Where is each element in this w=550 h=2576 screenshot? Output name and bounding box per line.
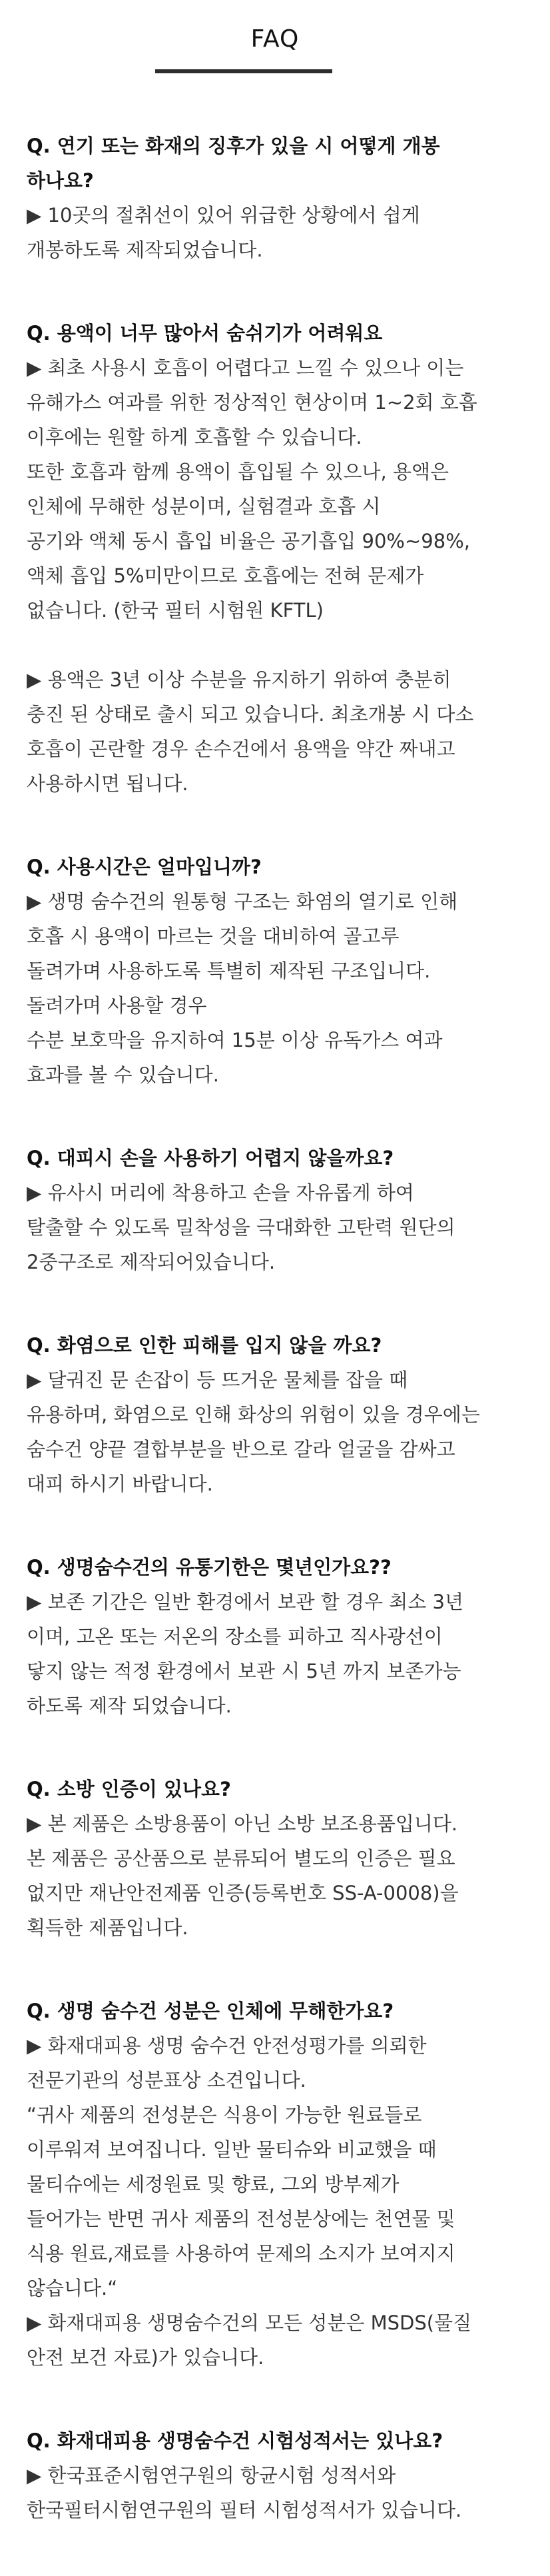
faq-item — [27, 2423, 533, 2527]
faq-item — [27, 1141, 533, 1279]
faq-answer-line: 물티슈에는 세정원료 및 향료, 그외 방부제가 — [27, 2173, 400, 2196]
faq-answer-line: ▶ 달궈진 문 손잡이 등 뜨거운 물체를 잡을 때 — [27, 1369, 408, 1391]
faq-answer-line: 수분 보호막을 유지하여 15분 이상 유독가스 여과 — [27, 1029, 443, 1051]
faq-item — [27, 1550, 533, 1723]
faq-question: Q. 연기 또는 화재의 징후가 있을 시 어떻게 개봉 — [27, 135, 440, 157]
faq-answer-line: 숨수건 양끝 결합부분을 반으로 갈라 얼굴을 감싸고 — [27, 1438, 455, 1461]
faq-answer-line: 식용 원료,재료를 사용하여 문제의 소지가 보여지지 — [27, 2242, 455, 2265]
faq-answer-line: 이며, 고온 또는 저온의 장소를 피하고 직사광선이 — [27, 1625, 443, 1648]
faq-answer-line: 들어가는 반면 귀사 제품의 전성분상에는 천연물 및 — [27, 2208, 455, 2230]
page-title: FAQ — [250, 25, 300, 53]
faq-answer-line: 사용하시면 됩니다. — [27, 772, 188, 795]
faq-list — [27, 129, 533, 2576]
faq-answer-line: 없습니다. (한국 필터 시험원 KFTL) — [27, 599, 324, 622]
title-underline — [155, 69, 332, 73]
paragraph-gap — [27, 628, 533, 662]
faq-item — [27, 129, 533, 267]
faq-question: Q. 대피시 손을 사용하기 어렵지 않을까요? — [27, 1147, 394, 1169]
faq-answer-line: 액체 흡입 5%미만이므로 호흡에는 전혀 문제가 — [27, 564, 424, 587]
faq-answer-line: ▶ 본 제품은 소방용품이 아닌 소방 보조용품입니다. — [27, 1812, 458, 1835]
faq-question: Q. 용액이 너무 많아서 숨쉬기가 어려워요 — [27, 322, 383, 344]
faq-answer-line: 한국필터시험연구원의 필터 시험성적서가 있습니다. — [27, 2499, 462, 2521]
faq-answer-line: ▶ 최초 사용시 호흡이 어렵다고 느낄 수 있으나 이는 — [27, 356, 464, 379]
faq-answer-line: 호흡이 곤란할 경우 손수건에서 용액을 약간 짜내고 — [27, 738, 455, 760]
faq-answer-line: 하도록 제작 되었습니다. — [27, 1694, 232, 1717]
faq-answer-line: 또한 호흡과 함께 용액이 흡입될 수 있으나, 용액은 — [27, 460, 449, 483]
faq-answer-line: 전문기관의 성분표상 소견입니다. — [27, 2069, 306, 2092]
faq-answer-line: 않습니다.“ — [27, 2277, 118, 2299]
faq-answer-line: ▶ 한국표준시험연구원의 항균시험 성적서와 — [27, 2464, 396, 2487]
faq-answer-line: 인체에 무해한 성분이며, 실험결과 호흡 시 — [27, 495, 381, 518]
faq-question: Q. 사용시간은 얼마입니까? — [27, 856, 262, 878]
header — [0, 0, 550, 80]
faq-question: 하나요? — [27, 169, 94, 192]
faq-question: Q. 화염으로 인한 피해를 입지 않을 까요? — [27, 1334, 382, 1357]
faq-item — [27, 1328, 533, 1501]
faq-answer-line: 공기와 액체 동시 흡입 비율은 공기흡입 90%~98%, — [27, 530, 470, 552]
faq-item — [27, 850, 533, 1092]
faq-answer-line: 호흡 시 용액이 마르는 것을 대비하여 골고루 — [27, 925, 400, 948]
faq-answer-line: ▶ 10곳의 절취선이 있어 위급한 상황에서 쉽게 — [27, 204, 420, 227]
faq-answer-line: 닿지 않는 적정 환경에서 보관 시 5년 까지 보존가능 — [27, 1660, 461, 1682]
faq-item — [27, 316, 533, 801]
faq-answer-line: 탈출할 수 있도록 밀착성을 극대화한 고탄력 원단의 — [27, 1216, 455, 1239]
faq-question: Q. 소방 인증이 있나요? — [27, 1778, 231, 1800]
faq-answer-line: ▶ 보존 기간은 일반 환경에서 보관 할 경우 최소 3년 — [27, 1591, 463, 1613]
faq-answer-line: 이후에는 원할 하게 호흡할 수 있습니다. — [27, 426, 362, 448]
faq-answer-line: 유용하며, 화염으로 인해 화상의 위험이 있을 경우에는 — [27, 1403, 480, 1426]
faq-answer-line: ▶ 용액은 3년 이상 수분을 유지하기 위하여 충분히 — [27, 668, 451, 691]
faq-answer-line: ▶ 화재대피용 생명숨수건의 모든 성분은 MSDS(물질 — [27, 2311, 472, 2334]
faq-answer-line: 유해가스 여과를 위한 정상적인 현상이며 1~2회 호흡 — [27, 391, 477, 414]
faq-item — [27, 1772, 533, 1945]
faq-answer-line: 충진 된 상태로 출시 되고 있습니다. 최초개봉 시 다소 — [27, 703, 474, 726]
faq-answer-line: 본 제품은 공산품으로 분류되어 별도의 인증은 필요 — [27, 1847, 455, 1870]
faq-question: Q. 화재대피용 생명숨수건 시험성적서는 있나요? — [27, 2429, 443, 2452]
faq-answer-line: ▶ 생명 숨수건의 원통형 구조는 화염의 열기로 인해 — [27, 890, 458, 913]
faq-answer-line: 돌려가며 사용하도록 특별히 제작된 구조입니다. — [27, 960, 431, 982]
faq-answer-line: 이루워져 보여집니다. 일반 물티슈와 비교했을 때 — [27, 2138, 437, 2161]
faq-answer-line: 대피 하시기 바랍니다. — [27, 1473, 213, 1495]
faq-answer-line: ▶ 유사시 머리에 착용하고 손을 자유롭게 하여 — [27, 1181, 414, 1204]
faq-question: Q. 생명숨수건의 유통기한은 몇년인가요?? — [27, 1556, 392, 1579]
faq-item — [27, 1994, 533, 2375]
faq-answer-line: “귀사 제품의 전성분은 식용이 가능한 원료들로 — [27, 2104, 422, 2126]
faq-answer-line: 없지만 재난안전제품 인증(등록번호 SS-A-0008)을 — [27, 1882, 459, 1904]
faq-answer-line: 효과를 볼 수 있습니다. — [27, 1063, 219, 1086]
faq-answer-line: 돌려가며 사용할 경우 — [27, 994, 207, 1017]
faq-answer-line: 안전 보건 자료)가 있습니다. — [27, 2346, 264, 2369]
faq-answer-line: 개봉하도록 제작되었습니다. — [27, 239, 263, 261]
faq-answer-line: ▶ 화재대피용 생명 숨수건 안전성평가를 의뢰한 — [27, 2034, 427, 2057]
faq-question: Q. 생명 숨수건 성분은 인체에 무해한가요? — [27, 2000, 394, 2022]
faq-answer-line: 2중구조로 제작되어있습니다. — [27, 1251, 276, 1273]
faq-answer-line: 획득한 제품입니다. — [27, 1916, 188, 1939]
